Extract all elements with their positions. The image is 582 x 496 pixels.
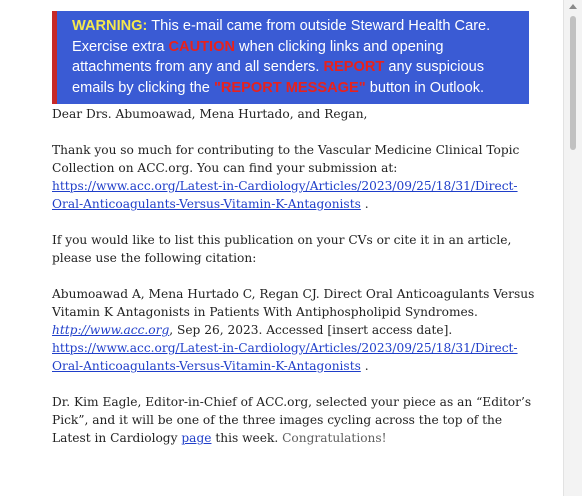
warning-label: WARNING: [72,18,148,34]
scroll-up-arrow-icon[interactable] [569,4,577,9]
citation-end: . [360,359,369,373]
editors-pick-paragraph [52,393,542,447]
editors-pick-text-1: Dr. Kim Eagle, Editor-in-Chief of ACC.org, selected your piece as an “Editor’s Pick”, and it will be one of the three images cycling across the top of the Latest in Cardiology [52,395,532,445]
citation-text-1: Abumoawad A, Mena Hurtado C, Regan CJ. Direct Oral Anticoagulants Versus Vitamin K Antagonists in Patients With Antiphospholipid Syndromes. [52,287,535,319]
email-body [52,105,542,447]
warning-caution: CAUTION [168,38,235,55]
warning-text-4: button in Outlook. [365,79,485,96]
scrollbar-thumb[interactable] [570,16,576,150]
submission-paragraph [52,141,542,213]
warning-report: REPORT [323,59,385,75]
citation-intro-paragraph: If you would like to list this publication on your CVs or cite it in an article, please use the following citation: [52,233,512,265]
editors-pick-text-2: this week. [211,431,283,445]
acc-site-link[interactable]: http://www.acc.org [52,323,170,337]
citation-text-2: , Sep 26, 2023. Accessed [insert access date]. [169,323,453,337]
congratulations-text: Congratulations! [282,431,387,445]
warning-text-1: This e-mail came from outside Steward Health Care. Exercise extra [72,18,491,55]
warning-text-2: when clicking links and opening attachments from any and all senders. [72,38,444,75]
vertical-scrollbar[interactable] [563,0,582,496]
citation-paragraph [52,285,542,375]
warning-report-message: "REPORT MESSAGE" [213,79,366,96]
warning-text-3: any suspicious emails by clicking the [72,59,485,96]
latest-in-cardiology-page-link[interactable]: page [181,431,212,445]
external-email-warning-banner [52,11,529,104]
citation-article-link[interactable]: https://www.acc.org/Latest-in-Cardiology/Articles/2023/09/25/18/31/Direct-Oral-Anticoagulants-Versus-Vitamin-K-Antagonists [52,341,518,373]
submission-text: Thank you so much for contributing to the Vascular Medicine Clinical Topic Collection on ACC.org. You can find your submission at: [52,143,520,175]
article-link[interactable]: https://www.acc.org/Latest-in-Cardiology/Articles/2023/09/25/18/31/Direct-Oral-Anticoagulants-Versus-Vitamin-K-Antagonists [52,179,518,211]
submission-end: . [360,197,369,211]
greeting: Dear Drs. Abumoawad, Mena Hurtado, and Regan, [52,107,368,121]
